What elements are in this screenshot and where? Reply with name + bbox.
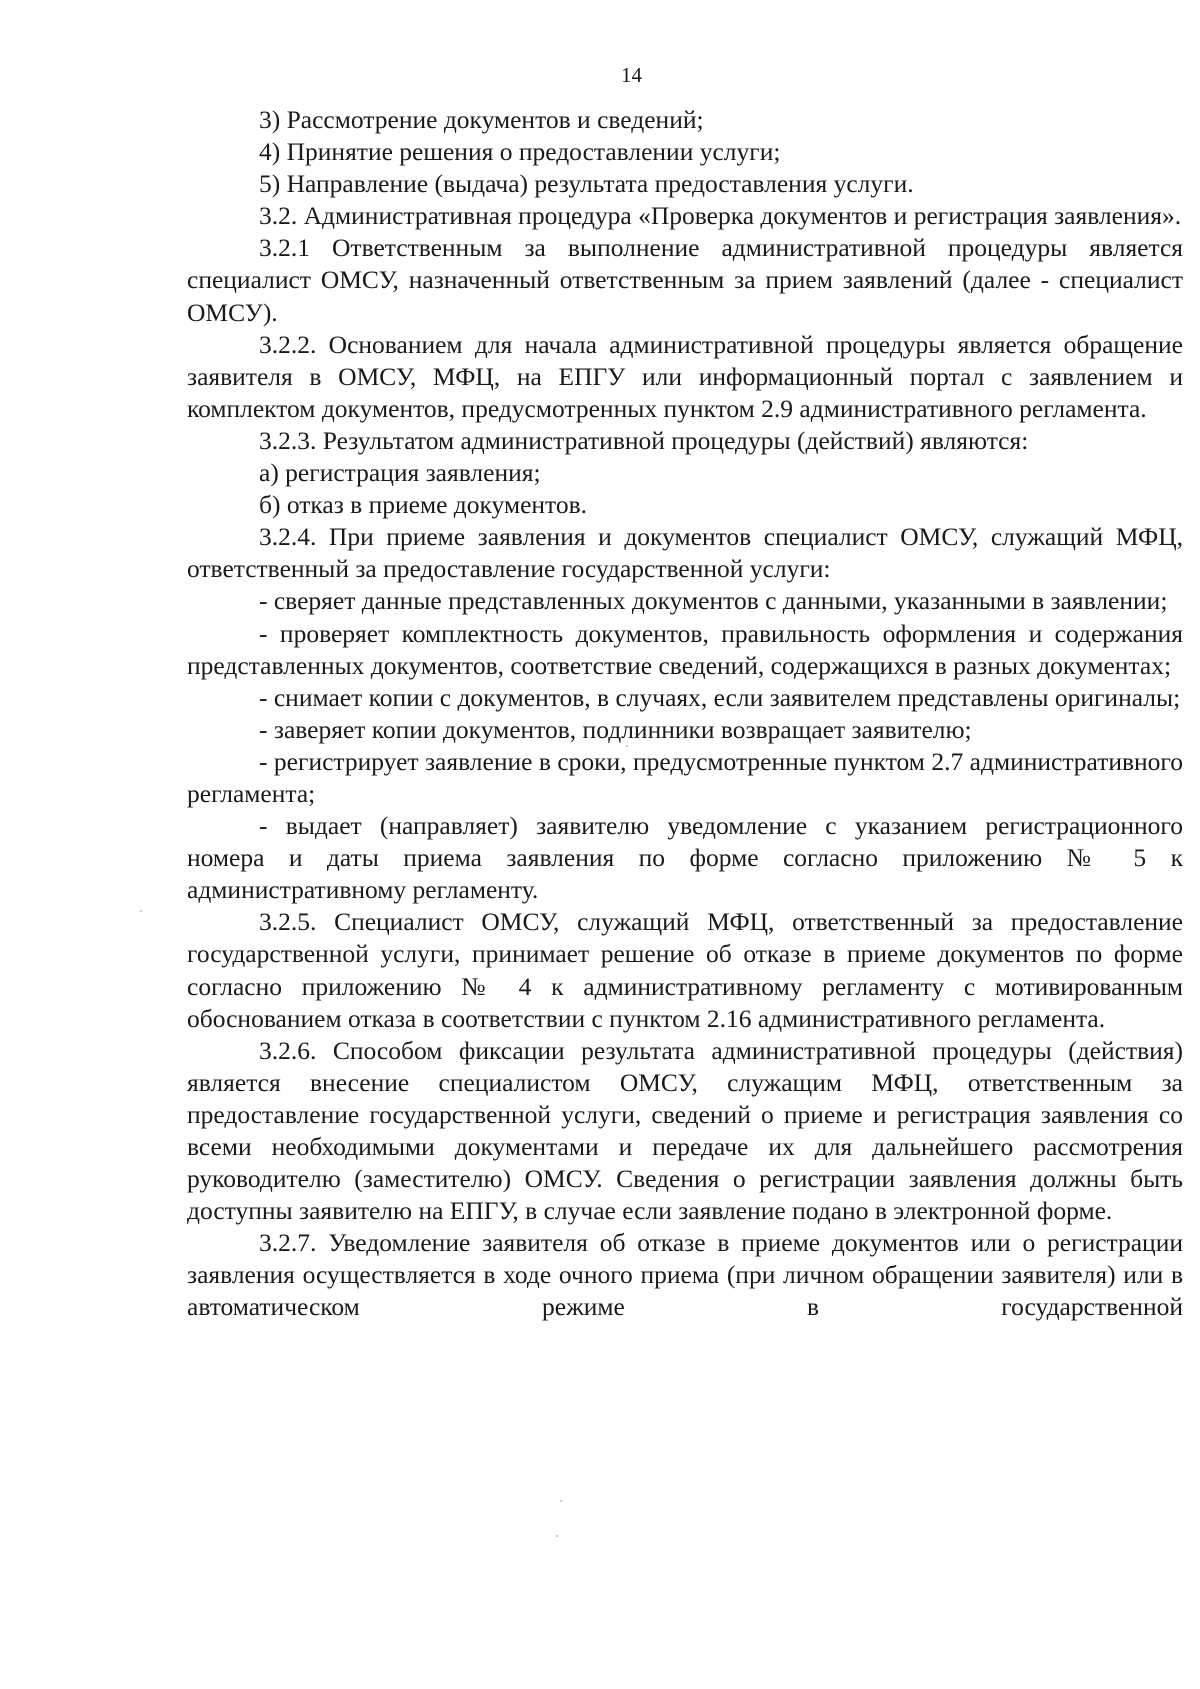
scan-speck bbox=[556, 1535, 558, 1537]
subitem-a: а) регистрация заявления; bbox=[259, 458, 541, 488]
clause-3-2-4: 3.2.4. При приеме заявления и документов специалист ОМСУ, служащий МФЦ, ответственный за предоставление государственной услуги: bbox=[187, 522, 1183, 584]
section-3-2: 3.2. Административная процедура «Проверка документов и регистрация заявления». bbox=[259, 201, 1182, 231]
list-item-3: 3) Рассмотрение документов и сведений; bbox=[259, 105, 704, 134]
page-number: 14 bbox=[621, 63, 642, 87]
scan-speck bbox=[560, 1500, 562, 1502]
bullet-check-completeness: - проверяет комплектность документов, правильность оформления и содержания представленных документов, соответствие сведений, содержащихся в разных документах; bbox=[187, 618, 1183, 680]
bullet-issue-notice: - выдает (направляет) заявителю уведомление с указанием регистрационного номера и даты приема заявления по форме согласно приложению № 5 к административному регламенту. bbox=[187, 811, 1183, 905]
bullet-verify-data: - сверяет данные представленных документов с данными, указанными в заявлении; bbox=[259, 586, 1168, 616]
clause-3-2-7: 3.2.7. Уведомление заявителя об отказе в приеме документов или о регистрации заявления осуществляется в ходе очного приема (при личном обращении заявителя) или в автоматическом режиме в государственной bbox=[187, 1228, 1183, 1322]
list-item-5: 5) Направление (выдача) результата предоставления услуги. bbox=[259, 169, 914, 199]
clause-3-2-3: 3.2.3. Результатом административной процедуры (действий) являются: bbox=[259, 425, 1029, 455]
bullet-certify-copies: - заверяет копии документов, подлинники возвращает заявителю; bbox=[259, 714, 972, 744]
bullet-make-copies: - снимает копии с документов, в случаях, если заявителем представлены оригиналы; bbox=[259, 682, 1181, 712]
scan-speck bbox=[140, 910, 142, 912]
clause-3-2-2: 3.2.2. Основанием для начала административной процедуры является обращение заявителя в ОМСУ, МФЦ, на ЕПГУ или информационный портал с заявлением и комплектом документов, предусмотренных пунктом 2.9 административного регламента. bbox=[187, 329, 1183, 423]
list-item-4: 4) Принятие решения о предоставлении услуги; bbox=[259, 137, 781, 167]
bullet-register: - регистрирует заявление в сроки, предусмотренные пунктом 2.7 административного регламента; bbox=[187, 746, 1183, 808]
scan-speck bbox=[626, 745, 628, 747]
subitem-b: б) отказ в приеме документов. bbox=[259, 490, 588, 520]
clause-3-2-5: 3.2.5. Специалист ОМСУ, служащий МФЦ, ответственный за предоставление государственной услуги, принимает решение об отказе в приеме документов по форме согласно приложению № 4 к административному регламенту с мотивированным обоснованием отказа в соответствии с пунктом 2.16 административного регламента. bbox=[187, 907, 1183, 1033]
clause-3-2-1: 3.2.1 Ответственным за выполнение административной процедуры является специалист ОМСУ, назначенный ответственным за прием заявлений (далее - специалист ОМСУ). bbox=[187, 233, 1183, 327]
clause-3-2-6: 3.2.6. Способом фиксации результата административной процедуры (действия) является внесение специалистом ОМСУ, служащим МФЦ, ответственным за предоставление государственной услуги, сведений о приеме и регистрация заявления со всеми необходимыми документами и передаче их для дальнейшего рассмотрения руководителю (заместителю) ОМСУ. Сведения о регистрации заявления должны быть доступны заявителю на ЕПГУ, в случае если заявление подано в электронной форме. bbox=[187, 1035, 1183, 1226]
document-body bbox=[187, 104, 1183, 1324]
